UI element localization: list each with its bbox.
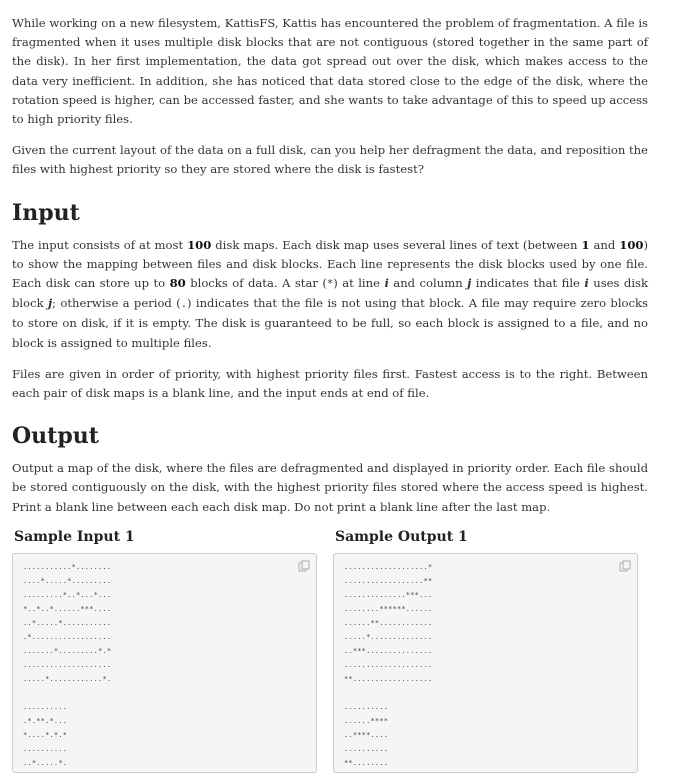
- sample-output-title: Sample Output 1: [335, 528, 468, 545]
- sample-input-text: ...........*........ ....*.....*......... .........*..*...*... *..*..*......***.... ..*.....*........... .*.................. .......*.........*.* .................... .....*............*. .......... .*.**.*... *....*.*.* .......... ..*.....*.: [23, 562, 112, 767]
- sample-input-title: Sample Input 1: [14, 528, 135, 545]
- copy-icon[interactable]: [619, 560, 631, 572]
- sample-input-box: [12, 553, 317, 773]
- input-paragraph-1: The input consists of at most 100 disk maps. Each disk map uses several lines of text (between 1 and 100) to show the mapping between files and disk blocks. Each line represents the disk blocks used by one file. Each disk can store up to 80 blocks of data. A star (*) at line i and column j indicates that file i uses disk block j; otherwise a period (.) indicates that the file is not using that block. A file may require zero blocks to store on disk, if it is empty. The disk is guaranteed to be full, so each block is assigned to a file, and no block is assigned to multiple files.: [12, 237, 649, 350]
- sample-output-text: ...................* ..................** ..............***... ........******...... ......**............ .....*.............. ..***............... .................... **.................. .......... ......**** ..****.... .......... **........: [344, 562, 433, 767]
- input-paragraph-2: Files are given in order of priority, with highest priority files first. Fastest access is to the right. Between each pair of disk maps is a blank line, and the input ends at end of file.: [12, 366, 648, 401]
- output-paragraph-1: Output a map of the disk, where the files are defragmented and displayed in priority order. Each file should be stored contiguously on the disk, with the highest priority files stored where the access speed is highest. Print a blank line between each each disk map. Do not print a blank line after the last map.: [12, 461, 648, 514]
- intro-paragraph-1: While working on a new filesystem, KattisFS, Kattis has encountered the problem of fragmentation. A file is fragmented when it uses multiple disk blocks that are not contiguous (stored together in the same part of the disk). In her first implementation, the data got spread out over the disk, which makes access to the data very inefficient. In addition, she has noticed that data stored close to the edge of the disk, where the rotation speed is higher, can be accessed faster, and she wants to take advantage of this to speed up access to high priority files.: [12, 16, 648, 127]
- input-heading: Input: [12, 199, 80, 226]
- sample-input: [12, 529, 317, 773]
- sample-output: [333, 529, 638, 773]
- output-heading: Output: [12, 423, 99, 450]
- copy-icon[interactable]: [298, 560, 310, 572]
- intro-paragraph-2: Given the current layout of the data on a full disk, can you help her defragment the data, and reposition the files with highest priority so they are stored where the disk is fastest?: [12, 143, 648, 177]
- sample-output-box: [333, 553, 638, 773]
- samples: [12, 529, 648, 773]
